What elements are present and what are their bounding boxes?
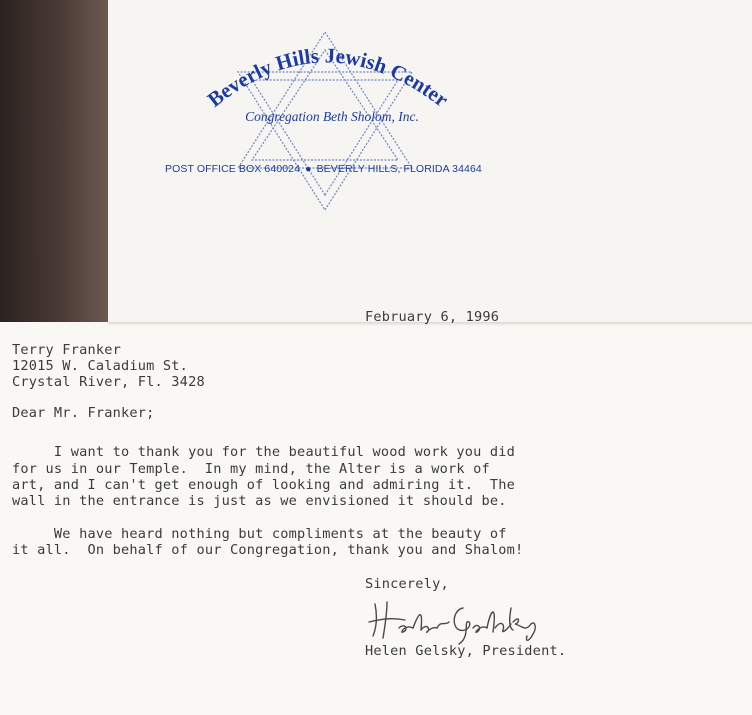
address-po-box: POST OFFICE BOX 640024 [165, 163, 301, 175]
body-line: I want to thank you for the beautiful wood work you did [12, 444, 516, 460]
letter-date: February 6, 1996 [365, 309, 500, 325]
closing: Sincerely, [365, 576, 449, 592]
recipient-name: Terry Franker [12, 342, 121, 358]
letterhead-address [165, 163, 482, 175]
body-line: wall in the entrance is just as we envisioned it should be. [12, 493, 507, 509]
handwritten-signature [365, 594, 565, 646]
recipient-city: Crystal River, Fl. 3428 [12, 374, 205, 390]
organization-name: Beverly Hills Jewish Center [202, 43, 454, 112]
salutation: Dear Mr. Franker; [12, 405, 155, 421]
bullet-dot-icon: ● [305, 163, 312, 175]
recipient-street: 12015 W. Caladium St. [12, 358, 189, 374]
body-line: We have heard nothing but compliments at the beauty of [12, 526, 507, 542]
address-city: BEVERLY HILLS, FLORIDA 34464 [316, 163, 482, 175]
congregation-name: Congregation Beth Sholom, Inc. [245, 109, 419, 124]
signer-name-title: Helen Gelsky, President. [365, 643, 567, 659]
body-line: art, and I can't get enough of looking and admiring it. The [12, 477, 516, 493]
body-line: for us in our Temple. In my mind, the Alter is a work of [12, 461, 490, 477]
letterhead-logo [150, 10, 500, 215]
body-line: it all. On behalf of our Congregation, thank you and Shalom! [12, 542, 524, 558]
